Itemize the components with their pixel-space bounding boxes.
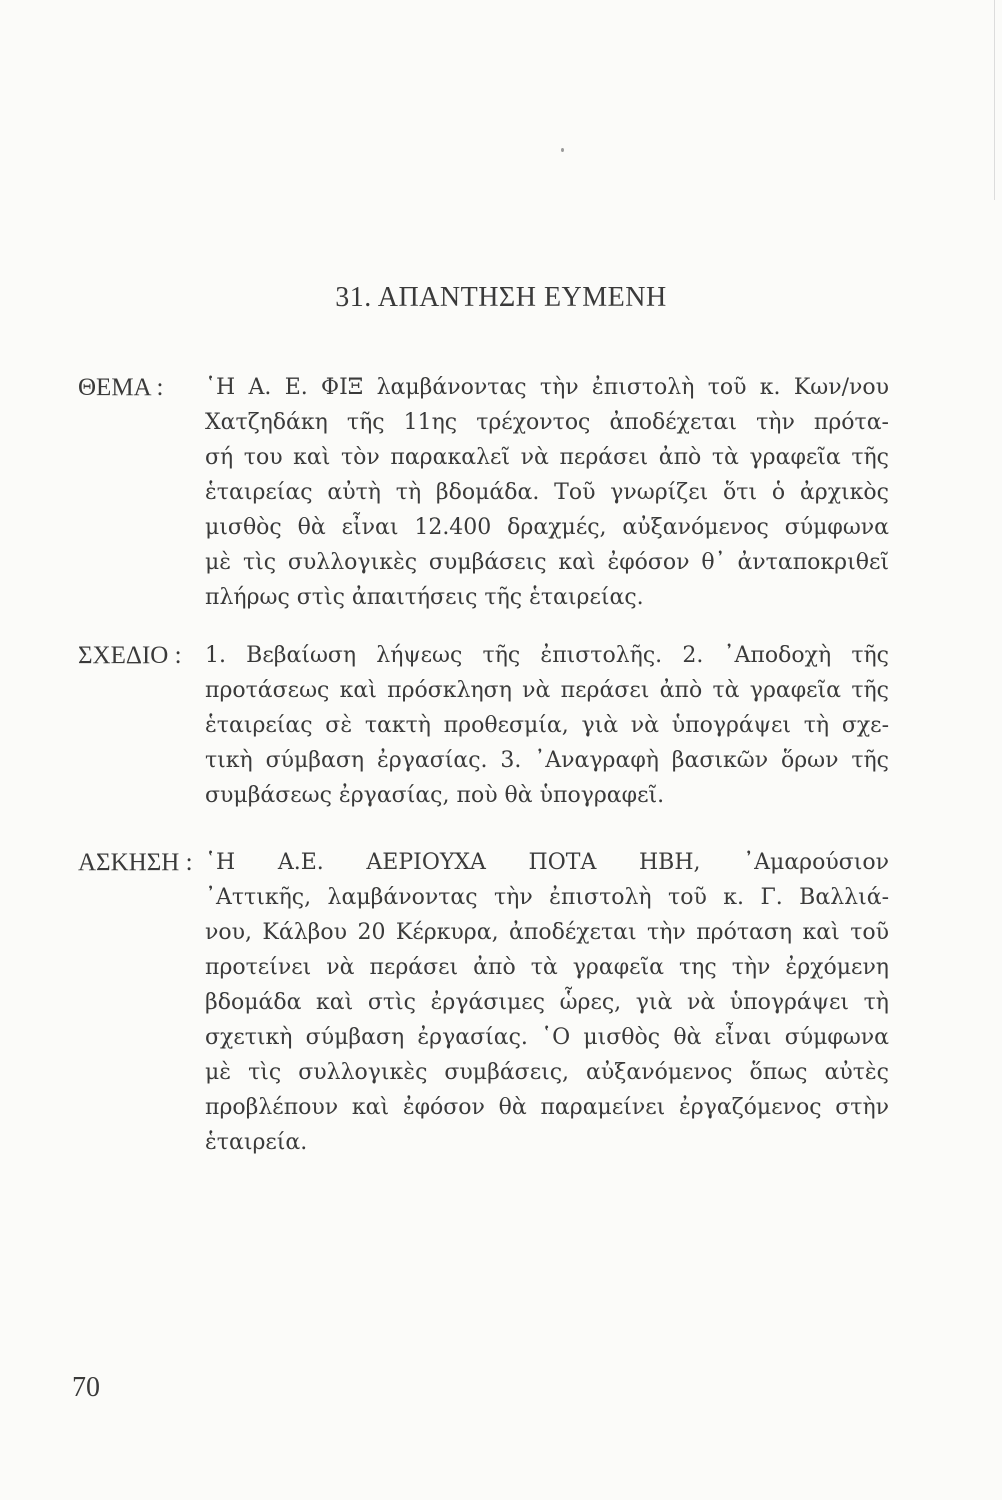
section-body-schedio [205, 638, 889, 813]
text-line: 1. Βεβαίωση λήψεως τῆς ἐπιστολῆς. 2. ᾽Αποδοχὴ τῆς [205, 643, 889, 668]
text-line: συμβάσεως ἐργασίας, ποὺ θὰ ὑπογραφεῖ. [205, 783, 665, 808]
text-line: πλήρως στὶς ἀπαιτήσεις τῆς ἑταιρείας. [205, 585, 644, 610]
section-body-thema [205, 370, 889, 615]
text-line: μισθὸς θὰ εἶναι 12.400 δραχμές, αὐξανόμενος σύμφωνα [205, 515, 889, 540]
scan-edge [994, 0, 995, 200]
text-line: μὲ τὶς συλλογικὲς συμβάσεις, αὐξανόμενος ὅπως αὐτὲς [205, 1060, 889, 1085]
section-label-thema: ΘΕΜΑ : [78, 374, 164, 401]
text-line: Χατζηδάκη τῆς 11ης τρέχοντος ἀποδέχεται τὴν πρότα- [205, 410, 889, 435]
text-line: προτείνει νὰ περάσει ἀπὸ τὰ γραφεῖα της τὴν ἐρχόμενη [205, 955, 889, 980]
page-number: 70 [72, 1372, 100, 1403]
text-line: μὲ τὶς συλλογικὲς συμβάσεις καὶ ἐφόσον θ᾽ ἀνταποκριθεῖ [205, 550, 889, 575]
text-line: βδομάδα καὶ στὶς ἐργάσιμες ὧρες, γιὰ νὰ ὑπογράψει τὴ [205, 990, 889, 1015]
text-line: ᾽Αττικῆς, λαμβάνοντας τὴν ἐπιστολὴ τοῦ κ. Γ. Βαλλιά- [205, 885, 889, 910]
text-line: σή του καὶ τὸν παρακαλεῖ νὰ περάσει ἀπὸ τὰ γραφεῖα τῆς [205, 445, 889, 470]
text-line: ῾Η Α.Ε. ΑΕΡΙΟΥΧΑ ΠΟΤΑ ΗΒΗ, ᾽Αμαρούσιον [205, 850, 889, 875]
page-title: 31. ΑΠΑΝΤΗΣΗ ΕΥΜΕΝΗ [335, 282, 667, 313]
text-line: ἑταιρείας σὲ τακτὴ προθεσμία, γιὰ νὰ ὑπογράψει τὴ σχε- [205, 713, 889, 738]
text-line: ἑταιρεία. [205, 1130, 308, 1155]
section-body-askisi [205, 845, 889, 1160]
text-line: προτάσεως καὶ πρόσκληση νὰ περάσει ἀπὸ τὰ γραφεῖα τῆς [205, 678, 889, 703]
section-label-schedio: ΣΧΕΔΙΟ : [78, 642, 182, 669]
text-line: νου, Κάλβου 20 Κέρκυρα, ἀποδέχεται τὴν πρόταση καὶ τοῦ [205, 920, 889, 945]
text-line: ἑταιρείας αὐτὴ τὴ βδομάδα. Τοῦ γνωρίζει ὅτι ὁ ἀρχικὸς [205, 480, 889, 505]
text-line: προβλέπουν καὶ ἐφόσον θὰ παραμείνει ἐργαζόμενος στὴν [205, 1095, 889, 1120]
text-line: ῾Η Α. Ε. ΦΙΞ λαμβάνοντας τὴν ἐπιστολὴ τοῦ κ. Κων/νου [205, 375, 889, 400]
text-line: τικὴ σύμβαση ἐργασίας. 3. ᾽Αναγραφὴ βασικῶν ὅρων τῆς [205, 748, 889, 773]
section-label-askisi: ΑΣΚΗΣΗ : [78, 849, 193, 876]
text-line: σχετικὴ σύμβαση ἐργασίας. ῾Ο μισθὸς θὰ εἶναι σύμφωνα [205, 1025, 889, 1050]
scan-speck [561, 148, 564, 152]
